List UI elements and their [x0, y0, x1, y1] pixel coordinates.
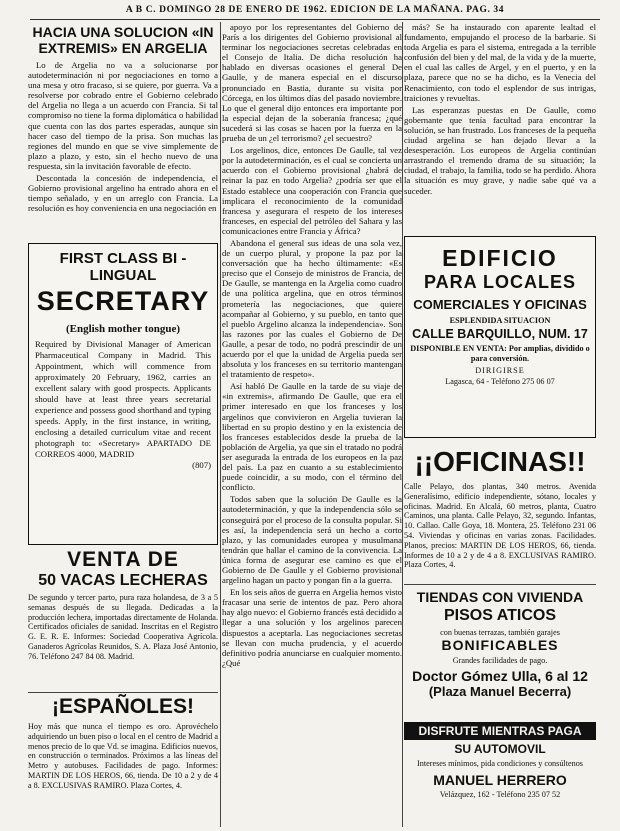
article-paragraph: Abandona el general sus ideas de una sola vez, de un cuerpo plural, y propone la paz por la conversación que ha hecho últimamente: «Es preciso que el Consejo de ministros de Francia, de De Gaulle, se mantenga en la Argelia como cuadro de una política argelina, que en otros términos prometería las negociaciones, que quiere acompañar al Gobierno, y su pueblo, en tanto que el pueblo Argelino alcanza la independencia». Son las razones por las cuales el Gobierno de De Gaulle, a pesar de todo, no podrá prescindir de un acuerdo por el que la unidad de Argelia pueda ser absoluta y los franceses en su territorio mantengan el tratamiento de respeto». [222, 237, 402, 380]
secretary-ad [28, 243, 218, 545]
secretary-ad-title: SECRETARY [36, 286, 210, 316]
edificio-ad-line3: COMERCIALES Y OFICINAS [413, 297, 587, 312]
vacas-ad [28, 548, 218, 688]
edificio-ad-title: EDIFICIO [442, 245, 558, 271]
column-rule [402, 22, 403, 827]
tiendas-ad-line4: BONIFICABLES [441, 637, 559, 653]
oficinas-ad [404, 440, 596, 580]
disfrute-ad-line3: Intereses mínimos, pida condiciones y consúltenos [417, 759, 583, 768]
page-header: A B C. DOMINGO 28 DE ENERO DE 1962. EDICION DE LA MAÑANA. PAG. 34 [30, 3, 600, 20]
edificio-ad-line4: ESPLENDIDA SITUACION [449, 316, 551, 325]
disfrute-ad [404, 722, 596, 827]
edificio-ad-line6: DISPONIBLE EN VENTA: Por amplias, dividido o para conversión. [410, 344, 590, 363]
tiendas-ad-line2: PISOS ATICOS [443, 607, 556, 624]
article-paragraph: más? Se ha instaurado con aparente lealtad el fundamento, empujando el proceso de la barbarie. Si toda Argelia es para el sistema, entregada a la terrible confusión del bien y del mal, de la vida y de la muerte, en el cual las calles de Argel, y en el puerto, y en la plaza, parece que no se ha dicho, es la Venecia del Renacimiento, con todo el esplendor de sus intrigas, traiciones y revueltas. [404, 22, 596, 103]
tiendas-ad [404, 584, 596, 720]
disfrute-ad-title: DISFRUTE MIENTRAS PAGA [404, 722, 596, 740]
vacas-ad-body: De segundo y tercer parto, pura raza holandesa, de 3 a 5 semanas después de su llegada. Dedicadas a la producción lechera, importadas directamente de Holanda. Certificados oficiales de sanidad. Inscritas en el Registro G. E. R. E. Informes: Sociedad Cooperativa Agrícola. Ganaderos Agrícolas Reunidos, S. A. Plaza José Antonio, 76. Teléfono 247 84 08. Madrid. [28, 593, 218, 661]
edificio-ad-address: CALLE BARQUILLO, NUM. 17 [412, 327, 588, 341]
edificio-ad-phone: Lagasca, 64 - Teléfono 275 06 07 [445, 377, 555, 386]
column-rule [220, 22, 221, 827]
article-paragraph: Descontada la concesión de independencia, el Gobierno provisional argelino ha entrado ahora en el tiempo señalado, y en un arreglo con Francia. La resolución es hoy conveniencia en una negociación en [28, 173, 218, 214]
secretary-ad-line1: FIRST CLASS BI - LINGUAL [59, 250, 187, 284]
article-paragraph: Así habló De Gaulle en la tarde de su viaje de «in extremis», afirmando De Gaulle, que era el primer interesado en que los franceses y los argelinos que convivieron en Argelia tuvieran la libertad en su propio destino y en la existencia de los franceses establecidos desde la prueba de la población de Argelia, ya que sin el tratado no podrá ser asegurada la entrada de los europeos en la paz del país. La paz en cuanto a su establecimiento puede coincidir, a su modo, con el término del conflicto. [222, 381, 402, 493]
oficinas-ad-body: Calle Pelayo, dos plantas, 340 metros. Avenida Generalísimo, edificio independiente, sótano, locales y oficinas. Madrid. En Alcalá, 60 metros, planta, Cuatro Caminos, una planta. Calle Pelayo, 32, segundo. Infantas, 10. Callao. Calle Goya, 18. Montera, 25. Teléfono 231 06 54. Viviendas y oficinas en varias zonas. Facilidades. Planos, precios: MARTIN DE LOS HEROS, 66, tienda. Informes de 10 a 2 y de 4 a 8. EXCLUSIVAS RAMIRO. Plaza Cortes, 4. [404, 482, 596, 570]
espanoles-ad [28, 692, 218, 828]
tiendas-ad-place: (Plaza Manuel Becerra) [428, 684, 572, 699]
tiendas-ad-address: Doctor Gómez Ulla, 6 al 12 [412, 668, 588, 684]
article-paragraph: Lo de Argelia no va a solucionarse por autodeterminación ni por negociaciones en torno a una mesa y otro fracaso, si se quiere, por guerra. Va a resolverse por cobrado entre el Gobierno celebrado del Argelia no llega a un acuerdo con Francia. Si tal compromiso no tiene la forma diplomática o habilidad que cuenta con las dos partes esperadas, aunque sin hacer caso del tiempo de la prisa. Son muchas las regiones del mundo en que se vive simplemente de plazo a plazo, y esto, sin el hecho nuevo de una respuesta, sin la invitación favorable de efecto. [28, 60, 218, 171]
vacas-ad-title: 50 VACAS LECHERAS [38, 572, 208, 589]
tiendas-ad-line3: con buenas terrazas, también garajes [440, 628, 560, 637]
secretary-ad-subtitle: (English mother tongue) [65, 323, 181, 335]
oficinas-ad-title: ¡¡OFICINAS!! [414, 446, 586, 477]
edificio-ad [404, 236, 596, 438]
edificio-ad-line7: DIRIGIRSE [475, 366, 525, 375]
article-column-3 [404, 22, 596, 252]
secretary-ad-body: Required by Divisional Manager of American Pharmaceutical Company in Madrid. This Appointment, which will commence from approximately 20 February, 1962, carries an excellent salary with good prospects. Applicants should have at least three years secretarial experience and possess good shorthand and typing speeds. Apply, in the first instance, in writing, enclosing a detailed curriculum vitae and recent photograph to: «Secretary» APARTADO DE CORREOS 4000, MADRID [35, 339, 211, 459]
disfrute-ad-line2: SU AUTOMOVIL [454, 742, 546, 756]
espanoles-ad-body: Hoy más que nunca el tiempo es oro. Aprovéchelo adquiriendo un buen piso o local en el centro de Madrid a menos precio de lo que Vd. se imagina. Edificios nuevos, en construcción o terminados. Próximos a las líneas del Metro y autobuses. Facilidades de pago. Informes: MARTIN DE LOS HEROS, 66, tienda. De 10 a 2 y de 4 a 8. EXCLUSIVAS RAMIRO. Plaza Cortes, 4. [28, 722, 218, 790]
article-paragraph: En los seis años de guerra en Argelia hemos visto fracasar una serie de intentos de paz. Pero ahora hay algo nuevo: el Gobierno francés está decidido a llegar a una solución y los argelinos parecen dispuestos a aceptarla. Las negociaciones secretas se llevan con mucha prudencia, y el acuerdo definitivo podría anunciarse en cualquier momento. ¿Qué [222, 587, 402, 668]
espanoles-ad-title: ¡ESPAÑOLES! [52, 695, 194, 718]
article-paragraph: apoyo por los representantes del Gobierno de París a los dirigentes del Gobierno provisional al terminar los negociaciones secretas celebradas en el Consejo de Italia. De dicha resolución ha hablado en diversas ocasiones el general De Gaulle, y de manera especial en el discurso pronunciado en Bastia, durante su visita por Córcega, en los últimos días del pasado noviembre. Lo que el general dijo entonces era importante por la especial dejan de la soberanía francesa; ¿qué sucederá si las cosas se hacen por la fuerza en la prueba de un ¿el terrorismo? ¿el secuestro? [222, 22, 402, 144]
article-column-2 [222, 22, 402, 827]
edificio-ad-line2: PARA LOCALES [423, 272, 576, 292]
article-headline: HACIA UNA SOLUCION «IN EXTREMIS» EN ARGELIA [32, 24, 214, 56]
secretary-ad-number: (807) [192, 460, 211, 470]
article-paragraph: Las esperanzas puestas en De Gaulle, como gobernante que tenía facultad para encontrar la solución, se han frustrado. Los franceses de la pequeña ciudad argelina se han dejado llevar a la desesperación. Los europeos de Argelia continúan arrastrando el tremendo drama de su situación; la ciudad, el trabajo, la familia, todo se ha perdido. Ahora la situación es muy grave, y nadie sabe qué va a suceder. [404, 104, 596, 196]
tiendas-ad-line5: Grandes facilidades de pago. [452, 656, 548, 665]
article-paragraph: Todos saben que la solución De Gaulle es la autodeterminación, y que la independencia sólo se conseguirá por el proceso de la consulta popular. Si es así, la independencia será un hecho a corto plazo, y las comunidades europea y musulmana tendrán que hallar el camino de la convivencia. La única forma de asegurar ese camino es que el Gobierno de De Gaulle y el Gobierno provisional argelino hagan un pacto y pongan fin a la guerra. [222, 494, 402, 586]
vacas-ad-line1: VENTA DE [67, 548, 179, 571]
disfrute-ad-address: Velázquez, 162 - Teléfono 235 07 52 [439, 789, 561, 799]
disfrute-ad-name: MANUEL HERRERO [433, 771, 567, 788]
tiendas-ad-title: TIENDAS CON VIVIENDA [416, 589, 584, 605]
article-paragraph: Los argelinos, dice, entonces De Gaulle, tal vez por la autodeterminación, es el cual se concierta un acuerdo con el Gobierno provisional ¿habrá de reinar la paz en todo Argelia? ¿podría ser que el Estado establece una cooperación con Francia que implicara el reconocimiento de la comunidad francesa y asegurara el respeto de los intereses franceses, en especial del petróleo del Sahara y las comunicaciones entre Francia y África? [222, 145, 402, 236]
